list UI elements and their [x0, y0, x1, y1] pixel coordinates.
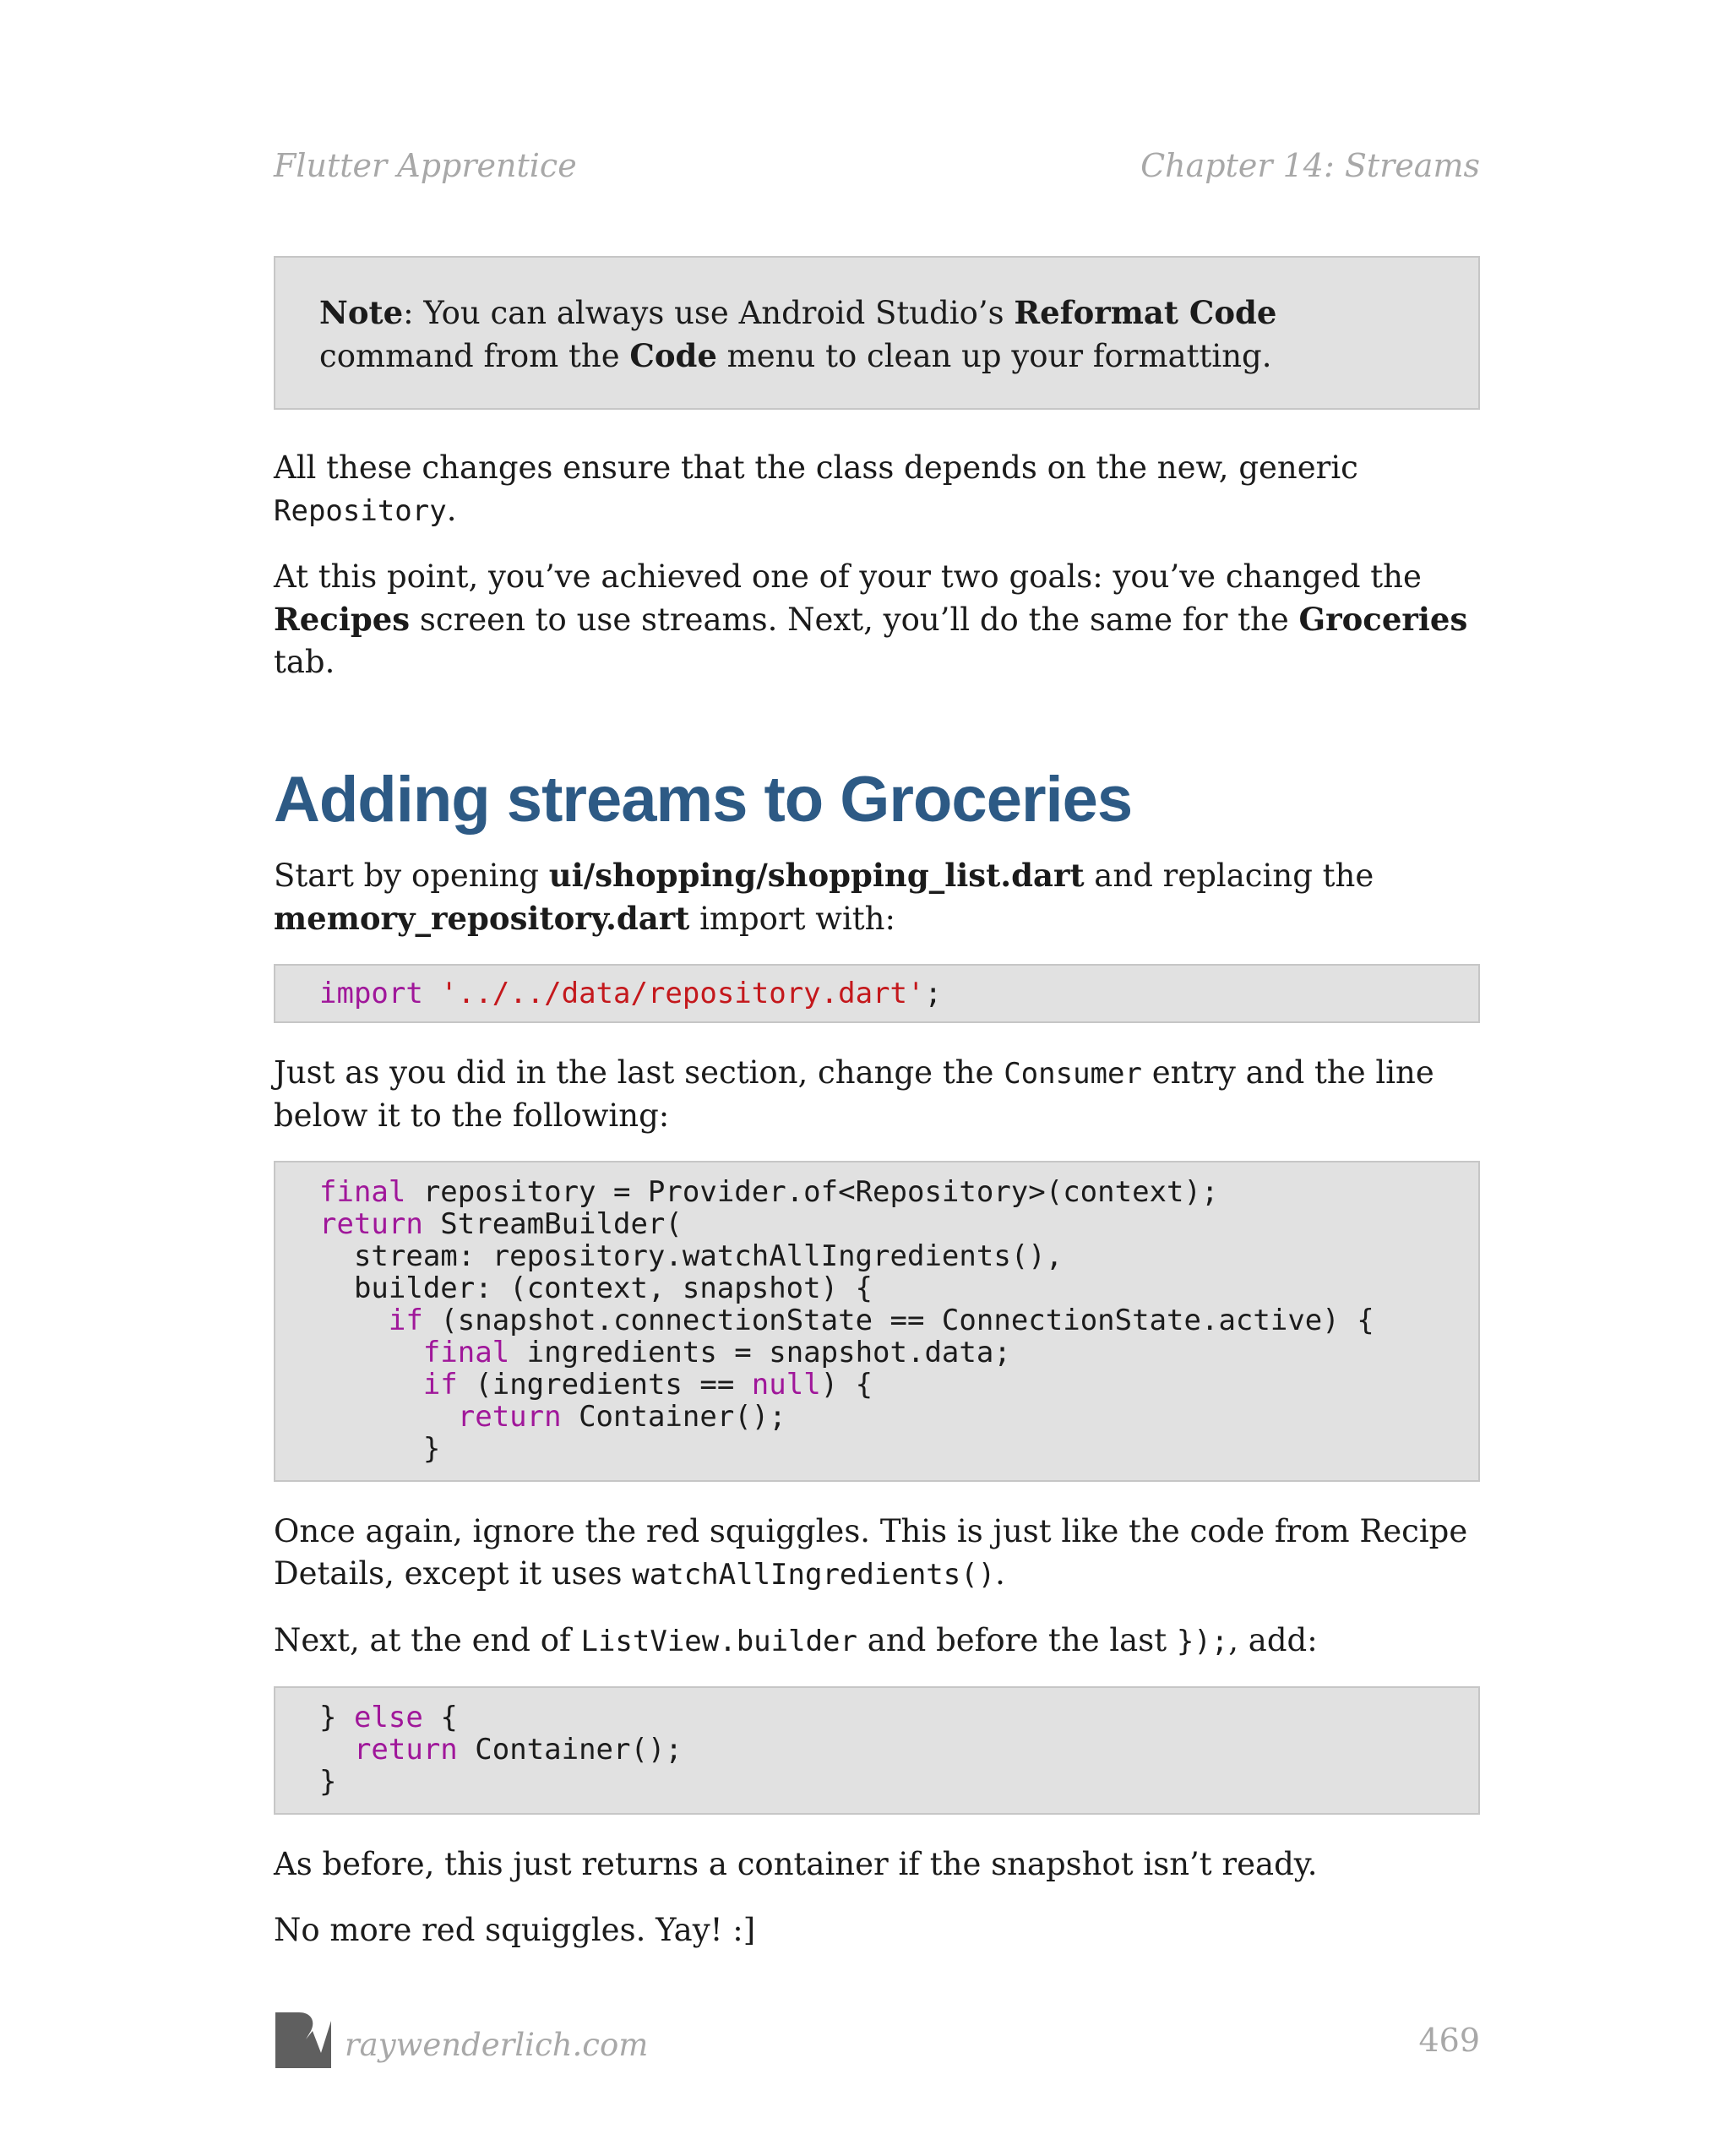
code-keyword: if — [388, 1304, 423, 1337]
page-content — [274, 256, 1480, 1975]
paragraph-text: , add: — [1228, 1622, 1318, 1658]
code-text: repository = Provider.of<Repository>(context); — [405, 1175, 1219, 1209]
code-text: Container(); — [561, 1400, 786, 1434]
code-text: (ingredients == — [457, 1368, 752, 1402]
paragraph — [274, 447, 1480, 532]
code-text: (snapshot.connectionState == ConnectionState.active) { — [422, 1304, 1374, 1337]
code-block-import — [274, 964, 1480, 1023]
paragraph-text: and replacing the — [1084, 858, 1374, 894]
code-indent — [319, 1336, 423, 1369]
paragraph-text: Just as you did in the last section, change the — [274, 1054, 1004, 1091]
paragraph — [274, 854, 1480, 940]
code-text: stream: repository.watchAllIngredients(), — [319, 1239, 1064, 1273]
paragraph: As before, this just returns a container if the snapshot isn’t ready. — [274, 1846, 1318, 1882]
bold-file-name: memory_repository.dart — [274, 900, 690, 937]
note-text: menu to clean up your formatting. — [716, 338, 1272, 374]
bold-groceries: Groceries — [1298, 601, 1468, 638]
bold-file-path: ui/shopping/shopping_list.dart — [548, 857, 1085, 894]
paragraph: No more red squiggles. Yay! :] — [274, 1912, 756, 1948]
paragraph-text: Next, at the end of — [274, 1622, 581, 1658]
paragraph-text: and before the last — [857, 1622, 1177, 1658]
inline-code-repository: Repository — [274, 494, 447, 528]
paragraph — [274, 1511, 1480, 1596]
code-text: Container(); — [457, 1733, 683, 1767]
code-text: StreamBuilder( — [422, 1207, 683, 1241]
note-label: Note — [319, 294, 404, 331]
inline-code-listview-builder: ListView.builder — [580, 1625, 857, 1658]
code-indent — [319, 1733, 354, 1767]
paragraph-text: import with: — [689, 901, 895, 937]
note-bold-reformat-code: Reformat Code — [1014, 294, 1277, 331]
running-header-chapter-title: Chapter 14: Streams — [1140, 147, 1480, 184]
code-keyword: else — [353, 1701, 423, 1734]
note-text: : You can always use Android Studio’s — [403, 295, 1015, 331]
code-text: } — [319, 1432, 441, 1466]
paragraph-text: screen to use streams. Next, you’ll do the same for the — [410, 602, 1299, 638]
note-text: command from the — [319, 338, 630, 374]
code-keyword: null — [751, 1368, 821, 1402]
inline-code-watchallingredients: watchAllIngredients() — [632, 1558, 996, 1592]
code-keyword: import — [319, 977, 423, 1010]
footer-site-name: raywenderlich.com — [345, 2027, 649, 2063]
paragraph — [274, 1052, 1480, 1137]
paragraph-text: . — [995, 1555, 1005, 1592]
code-text: ) { — [820, 1368, 873, 1402]
code-keyword: final — [319, 1175, 406, 1209]
section-heading: Adding streams to Groceries — [274, 764, 1133, 836]
code-text — [423, 977, 440, 1010]
code-indent — [319, 1368, 423, 1402]
paragraph-text: entry and the line below it to the following: — [274, 1054, 1434, 1134]
paragraph-text: . — [446, 492, 457, 528]
code-keyword: if — [422, 1368, 458, 1402]
paragraph — [274, 556, 1480, 683]
page-number: 469 — [1418, 2022, 1480, 2059]
code-keyword: final — [422, 1336, 510, 1369]
code-indent — [319, 1400, 458, 1434]
inline-code-consumer: Consumer — [1004, 1057, 1142, 1091]
code-indent — [319, 1304, 389, 1337]
paragraph-text: At this point, you’ve achieved one of your two goals: you’ve changed the — [274, 558, 1422, 595]
paragraph-text: Once again, ignore the red squiggles. This is just like the code from Recipe Details, except it uses — [274, 1513, 1468, 1592]
code-text: ; — [924, 977, 942, 1010]
code-keyword: return — [353, 1733, 458, 1767]
code-block-else — [274, 1686, 1480, 1815]
paragraph-text: Start by opening — [274, 858, 549, 894]
paragraph-text: All these changes ensure that the class depends on the new, generic — [274, 449, 1358, 486]
code-string: '../../data/repository.dart' — [440, 977, 925, 1010]
code-text: ingredients = snapshot.data; — [509, 1336, 1011, 1369]
code-keyword: return — [457, 1400, 562, 1434]
paragraph — [274, 1620, 1480, 1663]
running-header-book-title: Flutter Apprentice — [274, 147, 577, 184]
code-block-streambuilder — [274, 1161, 1480, 1482]
bold-recipes: Recipes — [274, 601, 411, 638]
note-bold-code-menu: Code — [629, 337, 717, 374]
code-text: builder: (context, snapshot) { — [319, 1271, 873, 1305]
inline-code-closing: }); — [1176, 1625, 1229, 1658]
raywenderlich-logo-icon — [274, 2009, 333, 2068]
paragraph-text: tab. — [274, 644, 335, 680]
code-keyword: return — [319, 1207, 423, 1241]
code-text: } — [319, 1701, 354, 1734]
code-text: } — [319, 1765, 337, 1799]
code-text: { — [422, 1701, 458, 1734]
note-callout — [274, 256, 1480, 410]
